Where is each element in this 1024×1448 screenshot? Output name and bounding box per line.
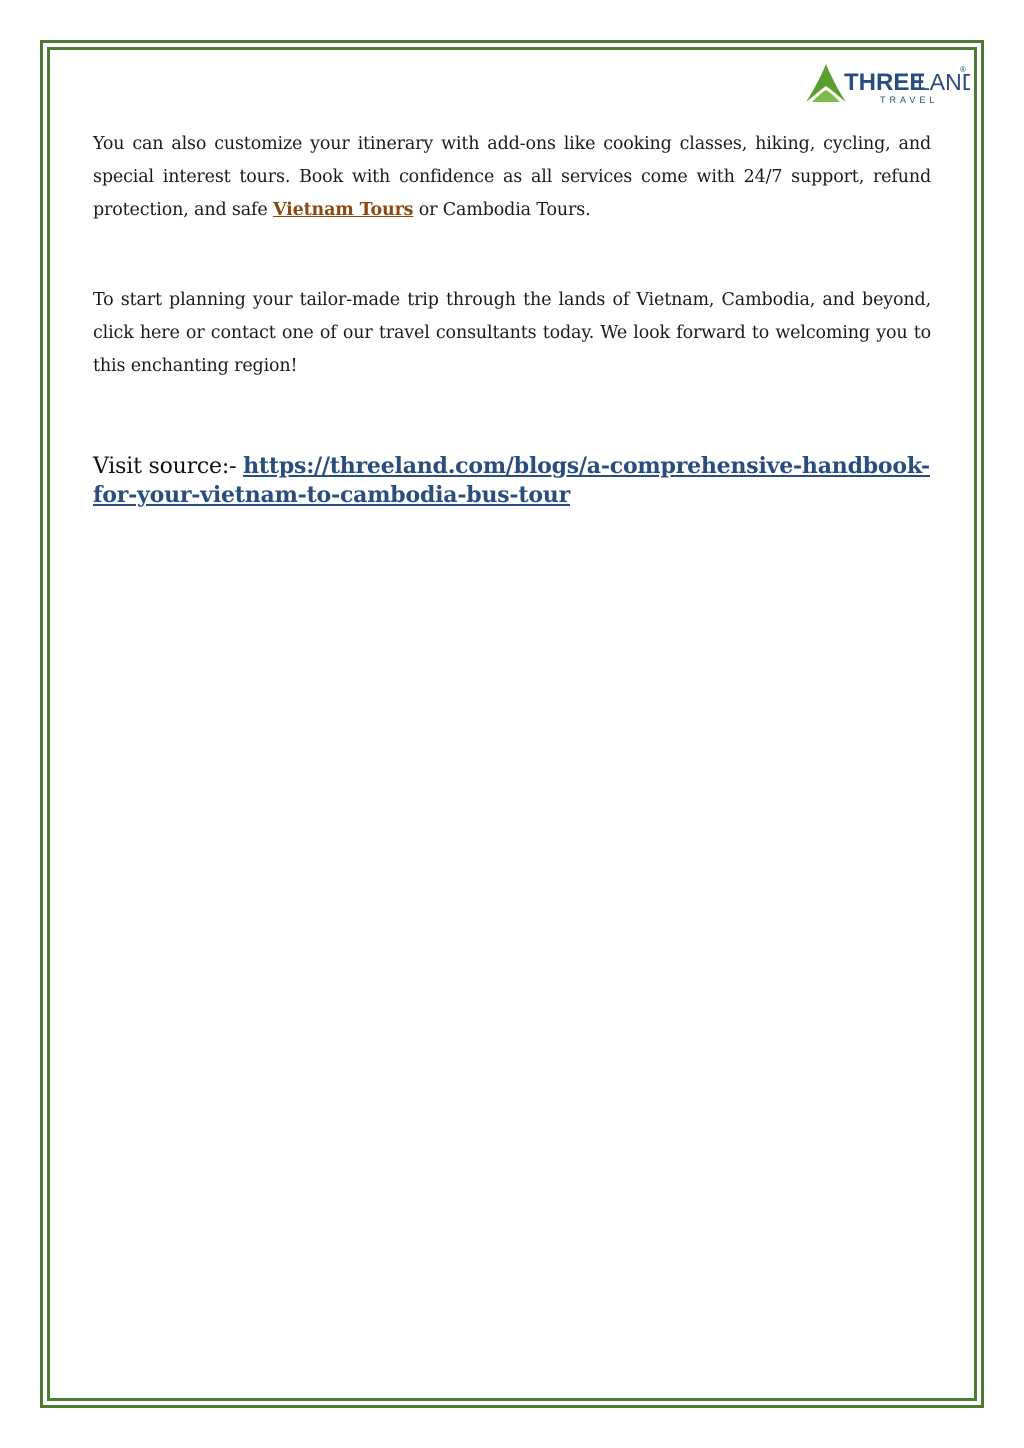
threeland-logo xyxy=(804,60,970,106)
logo-brand-light: LAN xyxy=(917,69,962,95)
logo-subtitle: TRAVEL xyxy=(880,95,939,105)
visit-source xyxy=(93,452,931,510)
visit-source-label: Visit source:- xyxy=(93,454,244,479)
source-url-link[interactable]: https://threeland.com/blogs/a-comprehensive-handbook-for-your-vietnam-to-cambodia-bus-tour xyxy=(93,453,930,508)
paragraph-customize-text-end: or Cambodia Tours. xyxy=(413,200,591,220)
logo-registered: ® xyxy=(960,65,966,74)
vietnam-tours-link[interactable]: Vietnam Tours xyxy=(273,200,414,220)
document-content xyxy=(93,128,931,510)
paragraph-planning: To start planning your tailor-made trip through the lands of Vietnam, Cambodia, and beyond, click here or contact one of our travel consultants today. We look forward to welcoming you to this enchanting region! xyxy=(93,290,931,376)
threeland-logo-graphic xyxy=(804,60,970,106)
paragraph-customize-text: You can also customize your itinerary with add-ons like cooking classes, hiking, cycling, and special interest tours. Book with confidence as all services come with 24/7 support, refund protection, and safe xyxy=(93,134,931,220)
paragraph-customize xyxy=(93,128,931,227)
logo-brand-bold: THREE xyxy=(844,69,926,96)
